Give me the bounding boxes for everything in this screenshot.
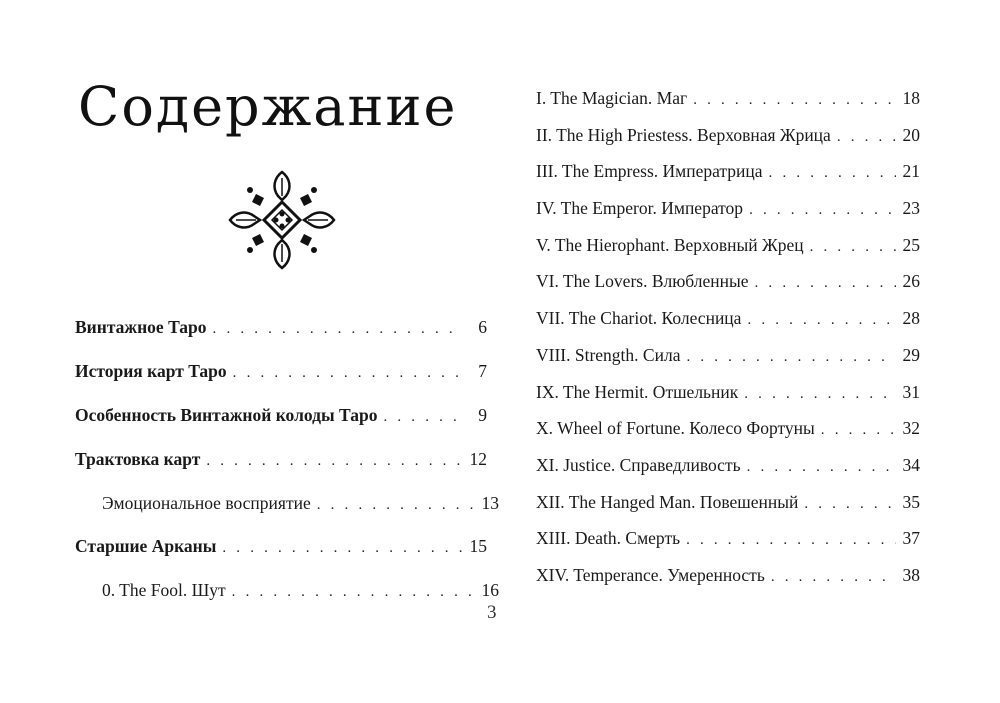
dot-leader xyxy=(747,459,896,476)
toc-entry[interactable] xyxy=(536,382,920,419)
toc-left-column xyxy=(75,317,499,623)
toc-entry-page: 13 xyxy=(481,493,499,513)
toc-entry-page: 7 xyxy=(478,361,487,381)
toc-entry-label: XI. Justice. Справедливость xyxy=(536,454,741,475)
toc-entry-page: 37 xyxy=(902,528,920,549)
toc-entry[interactable] xyxy=(75,317,487,361)
toc-entry-page: 25 xyxy=(902,234,920,255)
toc-entry[interactable] xyxy=(536,345,920,382)
toc-entry-page: 35 xyxy=(902,491,920,512)
dot-leader xyxy=(317,497,475,514)
toc-entry-label: IX. The Hermit. Отшельник xyxy=(536,381,739,402)
toc-entry-label: VII. The Chariot. Колесница xyxy=(536,308,742,329)
toc-entry[interactable] xyxy=(536,455,920,492)
toc-entry-page: 18 xyxy=(902,88,920,108)
toc-entry-page: 15 xyxy=(469,536,487,556)
toc-entry-page: 38 xyxy=(902,564,920,585)
dot-leader xyxy=(686,532,896,549)
toc-entry-page: 29 xyxy=(902,344,920,365)
toc-entry-label: 0. The Fool. Шут xyxy=(102,580,226,600)
toc-entry[interactable] xyxy=(536,271,920,308)
toc-entry[interactable] xyxy=(75,536,487,580)
dot-leader xyxy=(384,409,464,426)
toc-entry[interactable] xyxy=(75,405,487,449)
toc-entry[interactable] xyxy=(536,125,920,162)
toc-entry-page: 23 xyxy=(902,198,920,219)
dot-leader xyxy=(686,349,896,366)
toc-entry-page: 28 xyxy=(902,308,920,329)
dot-leader xyxy=(693,92,896,109)
toc-entry[interactable] xyxy=(536,418,920,455)
toc-entry[interactable] xyxy=(536,492,920,529)
toc-entry-label: Эмоциональное восприятие xyxy=(102,493,311,513)
dot-leader xyxy=(755,275,896,292)
toc-entry-label: V. The Hierophant. Верховный Жрец xyxy=(536,234,804,255)
page-title: Содержание xyxy=(78,75,458,138)
toc-subentry[interactable] xyxy=(75,580,499,623)
toc-entry[interactable] xyxy=(536,198,920,235)
toc-entry-label: II. The High Priestess. Верховная Жрица xyxy=(536,124,831,145)
toc-entry[interactable] xyxy=(75,361,487,405)
dot-leader xyxy=(804,496,896,513)
dot-leader xyxy=(213,321,463,338)
toc-entry-page: 12 xyxy=(469,449,487,469)
toc-entry-page: 16 xyxy=(481,580,499,600)
dot-leader xyxy=(206,453,463,470)
toc-entry[interactable] xyxy=(536,161,920,198)
toc-entry-label: VI. The Lovers. Влюбленные xyxy=(536,271,749,292)
toc-entry-label: Трактовка карт xyxy=(75,449,201,469)
dot-leader xyxy=(222,540,463,557)
floral-ornament-icon xyxy=(222,168,342,272)
toc-entry-label: VIII. Strength. Сила xyxy=(536,344,681,365)
dot-leader xyxy=(233,365,463,382)
toc-entry-page: 21 xyxy=(902,161,920,182)
dot-leader xyxy=(744,386,896,403)
dot-leader xyxy=(749,202,896,219)
toc-entry[interactable] xyxy=(536,308,920,345)
dot-leader xyxy=(771,569,896,586)
toc-entry-label: X. Wheel of Fortune. Колесо Фортуны xyxy=(536,418,815,439)
toc-entry-label: Винтажное Таро xyxy=(75,317,207,337)
toc-entry-page: 31 xyxy=(902,381,920,402)
toc-entry-label: I. The Magician. Маг xyxy=(536,88,688,108)
toc-entry-label: Старшие Арканы xyxy=(75,536,217,556)
toc-entry-label: XIV. Temperance. Умеренность xyxy=(536,564,765,585)
toc-right-column xyxy=(536,88,920,602)
toc-entry[interactable] xyxy=(536,88,920,125)
toc-entry-label: Особенность Винтажной колоды Таро xyxy=(75,405,378,425)
toc-entry-page: 9 xyxy=(478,405,487,425)
toc-entry-label: История карт Таро xyxy=(75,361,227,381)
toc-entry-label: XII. The Hanged Man. Повешенный xyxy=(536,491,799,512)
page-number: 3 xyxy=(487,602,497,623)
toc-entry-page: 20 xyxy=(902,124,920,145)
dot-leader xyxy=(837,129,896,146)
dot-leader xyxy=(747,312,896,329)
toc-entry[interactable] xyxy=(536,528,920,565)
toc-entry[interactable] xyxy=(536,235,920,272)
toc-entry[interactable] xyxy=(75,449,487,493)
toc-entry-label: IV. The Emperor. Император xyxy=(536,198,744,219)
dot-leader xyxy=(821,422,896,439)
dot-leader xyxy=(232,584,475,601)
toc-entry[interactable] xyxy=(536,565,920,602)
toc-entry-page: 26 xyxy=(902,271,920,292)
toc-subentry[interactable] xyxy=(75,493,499,536)
toc-entry-page: 32 xyxy=(902,418,920,439)
toc-entry-label: XIII. Death. Смерть xyxy=(536,528,681,549)
dot-leader xyxy=(810,239,896,256)
dot-leader xyxy=(769,165,896,182)
toc-entry-page: 34 xyxy=(902,454,920,475)
toc-entry-page: 6 xyxy=(478,317,487,337)
toc-entry-label: III. The Empress. Императрица xyxy=(536,161,763,182)
